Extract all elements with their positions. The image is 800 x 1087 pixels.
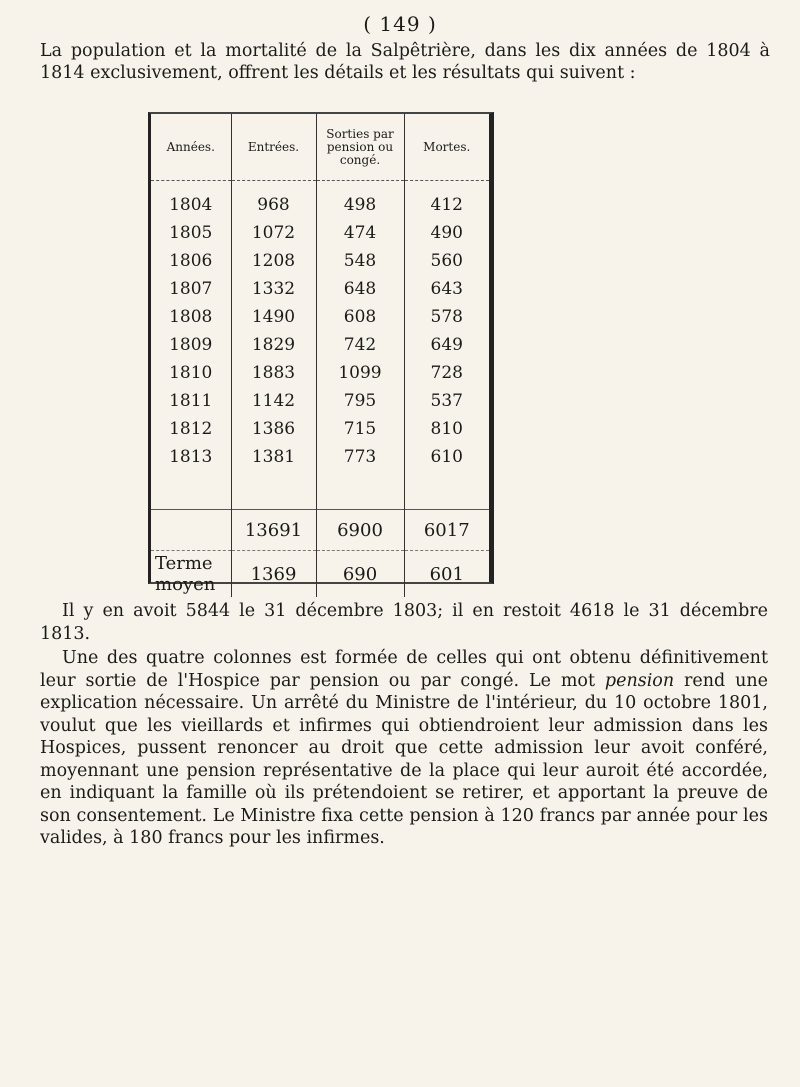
table-cell: 648 xyxy=(316,275,404,303)
table-body xyxy=(151,181,489,598)
table-cell: 1810 xyxy=(151,359,231,387)
table-cell: 649 xyxy=(430,335,463,355)
page-number: ( 149 ) xyxy=(363,12,437,36)
table-row xyxy=(151,181,489,220)
statistics-grid xyxy=(151,114,489,597)
table-cell: 1332 xyxy=(231,275,316,303)
table-cell: 548 xyxy=(316,247,404,275)
table-cell: 1809 xyxy=(151,331,231,359)
paragraph-population: Il y en avoit 5844 le 31 décembre 1803; il en restoit 4618 le 31 décembre 1813. xyxy=(40,601,768,644)
table-cell: 795 xyxy=(316,387,404,415)
paragraph-pension-part1: Une des quatre colonnes est formée de celles qui ont obtenu définitivement leur sortie de l'Hospice par pension ou par congé. Le mot xyxy=(40,648,768,691)
table-spacer-cell xyxy=(404,471,489,510)
table-row xyxy=(151,247,489,275)
table-cell: 1806 xyxy=(151,247,231,275)
table-row xyxy=(151,415,489,443)
table-cell: 1829 xyxy=(231,331,316,359)
table-row xyxy=(151,359,489,387)
table-spacer-cell xyxy=(151,471,231,510)
table-row xyxy=(151,443,489,471)
intro-text: La population et la mortalité de la Salpêtrière, dans les dix années de 1804 à 1814 exclusivement, offrent les détails et les résultats qui suivent : xyxy=(40,41,770,83)
table-row xyxy=(151,331,489,359)
table-cell: 13691 xyxy=(231,510,316,551)
table-cell: 1208 xyxy=(231,247,316,275)
table-cell: 560 xyxy=(430,251,463,271)
table-cell: 1883 xyxy=(231,359,316,387)
table-cell: 1811 xyxy=(151,387,231,415)
table-cell: 968 xyxy=(231,181,316,220)
table-cell: 773 xyxy=(316,443,404,471)
table-cell: 6900 xyxy=(316,510,404,551)
table-cell: 412 xyxy=(430,195,463,215)
table-cell: 742 xyxy=(316,331,404,359)
table-cell: 1099 xyxy=(316,359,404,387)
table-cell: 1804 xyxy=(151,181,231,220)
table-cell: 608 xyxy=(316,303,404,331)
table-cell: 610 xyxy=(430,447,463,467)
table-cell: 728 xyxy=(430,363,463,383)
table-cell: 1381 xyxy=(231,443,316,471)
table-cell: 1072 xyxy=(231,219,316,247)
table-cell: 1808 xyxy=(151,303,231,331)
table-average-row xyxy=(151,551,489,598)
table-cell: 643 xyxy=(430,279,463,299)
table-row xyxy=(151,387,489,415)
table-row xyxy=(151,303,489,331)
table-cell: Terme moyen xyxy=(151,551,231,598)
table-cell: 1807 xyxy=(151,275,231,303)
table-cell xyxy=(151,510,231,551)
table-cell: 1490 xyxy=(231,303,316,331)
table-spacer-row xyxy=(151,471,489,510)
table-cell: 474 xyxy=(316,219,404,247)
table-total-row xyxy=(151,510,489,551)
table-cell: 1369 xyxy=(231,551,316,598)
table-cell: 1386 xyxy=(231,415,316,443)
header-sorties: Sorties par pension ou congé. xyxy=(316,114,404,181)
header-annees: Années. xyxy=(151,114,231,181)
intro-paragraph xyxy=(40,40,770,84)
paragraph-pension-term: pension xyxy=(604,670,675,691)
statistics-table xyxy=(148,112,494,595)
table-spacer-cell xyxy=(231,471,316,510)
table-row xyxy=(151,219,489,247)
table-cell: 690 xyxy=(316,551,404,598)
table-cell: 1812 xyxy=(151,415,231,443)
table-cell: 490 xyxy=(430,223,463,243)
header-mortes: Mortes. xyxy=(404,114,489,181)
table-cell: 1805 xyxy=(151,219,231,247)
body-text xyxy=(40,600,768,852)
table-cell: 578 xyxy=(430,307,463,327)
table-row xyxy=(151,275,489,303)
table-cell: 810 xyxy=(430,419,463,439)
table-cell: 601 xyxy=(404,551,489,598)
header-entrees: Entrées. xyxy=(231,114,316,181)
table-cell: 1142 xyxy=(231,387,316,415)
table-cell: 715 xyxy=(316,415,404,443)
table-cell: 6017 xyxy=(404,510,489,551)
paragraph-pension xyxy=(40,647,768,850)
paragraph-pension-part2: rend une explication nécessaire. Un arrêté du Ministre de l'intérieur, du 10 octobre 1801, voulut que les vieillards et infirmes qui obtiendroient leur admission dans les Hospices, pussent renoncer au droit que cette admission leur avoit conféré, moyennant une pension représentative de la place qui leur auroit été accordée, en indiquant la famille où ils prétendoient se retirer, et apportant la preuve de son consentement. Le Ministre fixa cette pension à 120 francs par année pour les valides, à 180 francs pour les infirmes. xyxy=(40,670,768,848)
table-cell: 498 xyxy=(316,181,404,220)
table-cell: 537 xyxy=(430,391,463,411)
table-spacer-cell xyxy=(316,471,404,510)
table-header-row xyxy=(151,114,489,181)
table-cell: 1813 xyxy=(151,443,231,471)
